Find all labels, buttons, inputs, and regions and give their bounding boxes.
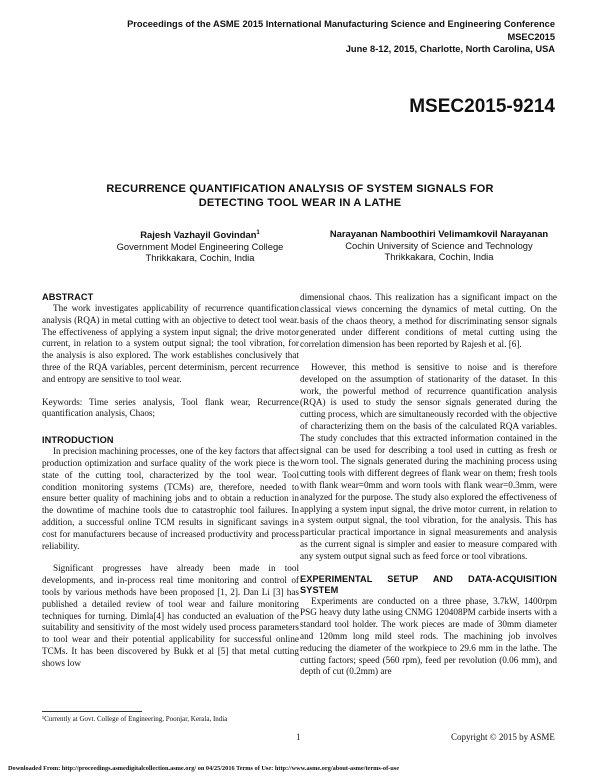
author-affiliation: Government Model Engineering College xyxy=(116,240,284,252)
paper-title xyxy=(0,182,600,210)
author-block xyxy=(324,228,554,263)
author-name: Narayanan Namboothiri Velimamkovil Narayanan xyxy=(329,228,549,239)
author-name: Rajesh Vazhayil Govindan$^1$ xyxy=(140,229,260,241)
conference-acronym: MSEC2015 xyxy=(507,31,555,42)
footnote-divider xyxy=(42,711,142,712)
keywords: Keywords: Time series analysis, Tool flank wear, Recurrence quantification analysis, Chaos; xyxy=(42,396,299,419)
body-paragraph-2: However, this method is sensitive to noise and is therefore developed on the assumption of stationarity of the dataset. In this work, the powerful method of recurrence quantification analysis (RQA) is used to study the sensor signals generated during the cutting process, which are simultaneously recorded with the objective of characterizing them on the basis of the calculated RQA variables. The study concludes that this extracted information contained in the signal can be used for describing a tool used in cutting as fresh or worn tool. The signals generated during the machining process using cutting tools with different degrees of flank wear on them; fresh tools with flank wear=0mm and worn tools with flank wear=0.3mm, were analyzed for the purpose. The study also explored the effectiveness of applying a system input signal, the drive motor current, in relation to a system output signal, the tool vibration, for the analysis. This has particular practical importance in signal measurements and analysis as the current signal is simpler and easier to measure compared with any system output signal such as feed force or tool vibrations. xyxy=(300,361,557,561)
introduction-heading: INTRODUCTION xyxy=(42,435,114,446)
author-block xyxy=(85,228,315,264)
author-location: Thrikkakara, Cochin, India xyxy=(145,252,255,264)
author-location: Thrikkakara, Cochin, India xyxy=(384,251,494,262)
paper-title-line-2: DETECTING TOOL WEAR IN A LATHE xyxy=(198,197,402,209)
conference-name: Proceedings of the ASME 2015 International Manufacturing Science and Engineering Conference xyxy=(127,19,555,29)
left-column xyxy=(42,292,299,670)
paper-title-line-1: RECURRENCE QUANTIFICATION ANALYSIS OF SYSTEM SIGNALS FOR xyxy=(106,183,494,195)
body-paragraph-3: Experiments are conducted on a three phase, 3.7kW, 1400rpm PSG heavy duty lathe using CNMG 120408PM carbide inserts with a standard tool holder. The work pieces are made of 30mm diameter and 120mm long mild steel rods. The machining job involves reducing the diameter of the workpiece to 29.6 mm in the lathe. The cutting factors; speed (560 rpm), feed per revolution (0.06 mm), and depth of cut (0.2mm) are xyxy=(300,595,557,677)
introduction-paragraph-2: Significant progresses have already been made in tool developments, and in-process real time monitoring and control of tools by various methods have been proposed [1, 2]. Dan Li [3] has published a detailed review of tool wear and failure monitoring techniques for turning. Dimla[4] has conducted an evaluation of the suitability and sensitivity of the most widely used process parameters to tool wear and their potential applicability for successful online TCMs. It has been discovered by Bukk et al [5] that metal cutting shows low xyxy=(42,563,299,668)
author-affiliation: Cochin University of Science and Technology xyxy=(345,239,533,251)
introduction-paragraph-1: In precision machining processes, one of the key factors that affect production optimization and surface quality of the work piece is the state of the cutting tool, characterized by the tool wear. Tool condition monitoring systems (TCMs) are, therefore, needed to ensure better quality of machining jobs and to obtain a reduction in the downtime of machine tools due to catastrophic tool failures. In addition, a successful online TCM results in significant savings in cost for manufacturers because of increased productivity and process reliability. xyxy=(42,446,299,551)
section-heading: EXPERIMENTAL SETUP AND DATA-ACQUISITION SYSTEM xyxy=(300,573,557,595)
paper-id: MSEC2015-9214 xyxy=(409,96,555,117)
right-column xyxy=(300,292,557,678)
body-paragraph-1: dimensional chaos. This realization has a significant impact on the classical views concerning the dynamics of metal cutting. On the basis of the chaos theory, a method for discriminating sensor signals generated under different conditions of metal cutting using the correlation dimension has been reported by Rajesh et al. [6]. xyxy=(300,292,557,350)
conference-date-location: June 8-12, 2015, Charlotte, North Carolina, USA xyxy=(345,44,555,54)
abstract-text: The work investigates applicability of recurrence quantification analysis (RQA) in metal cutting with an objective to detect tool wear. The effectiveness of applying a system input signal; the drive motor current, in relation to a system output signal; the tool vibration, for the analysis is also explored. The work establishes conclusively that three of the RQA variables, percent determinism, percent recurrence and entropy are sensitive to tool wear. xyxy=(42,303,299,384)
page-number: 1 xyxy=(296,732,301,742)
download-notice: Downloaded From: http://proceedings.asmedigitalcollection.asme.org/ on 04/25/2016 Terms of Use: http://www.asme.org/about-asme/terms-of-use xyxy=(8,765,400,772)
footnote: ¹Currently at Govt. College of Engineering, Poonjar, Kerala, India xyxy=(42,715,228,723)
copyright: Copyright © 2015 by ASME xyxy=(451,732,555,742)
footnote-mark: 1 xyxy=(256,230,260,236)
abstract-heading: ABSTRACT xyxy=(42,292,94,302)
conference-header xyxy=(127,18,555,56)
